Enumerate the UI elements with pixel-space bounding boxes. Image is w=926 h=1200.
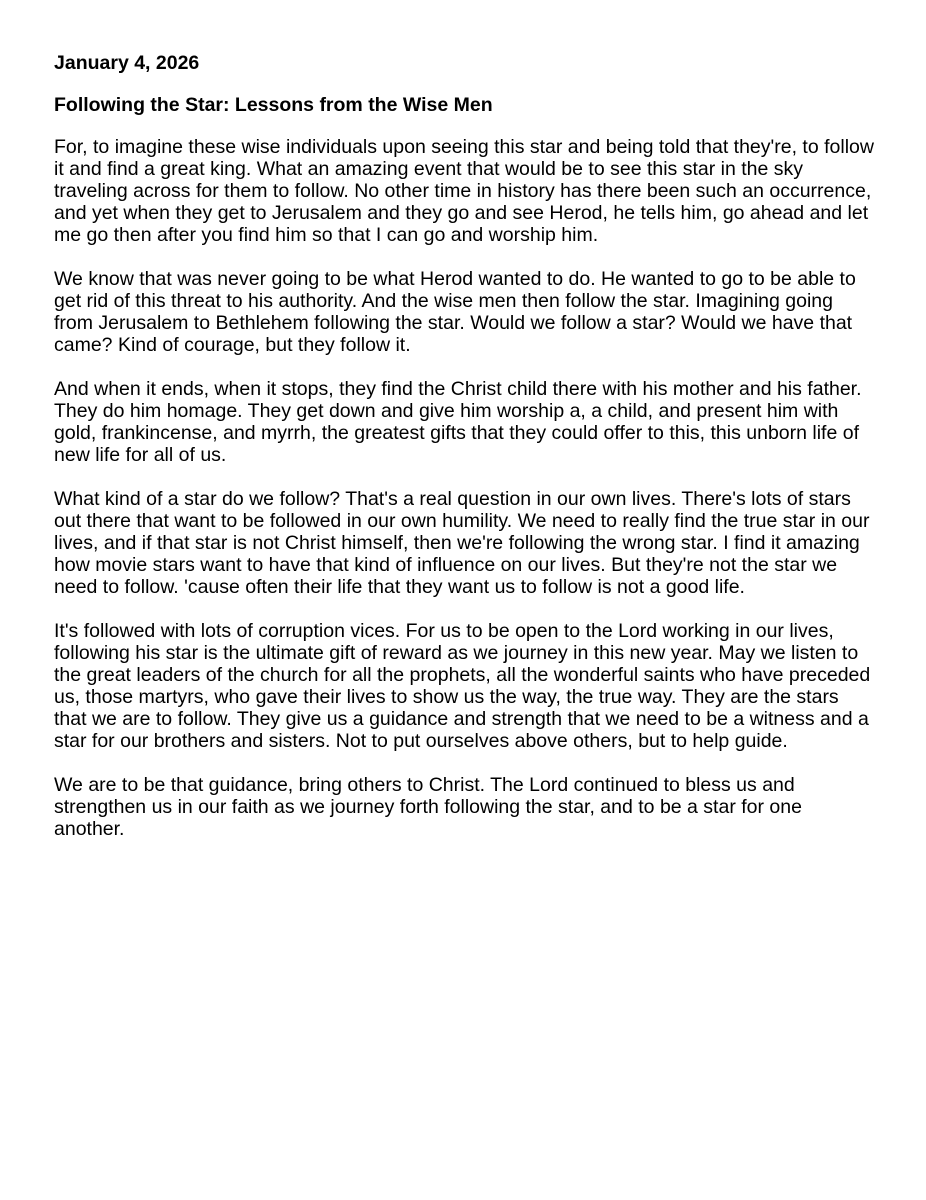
document-date: January 4, 2026: [54, 52, 200, 74]
paragraph-2: We know that was never going to be what Herod wanted to do. He wanted to go to be able to get rid of this threat to his authority. And the wise men then follow the star. Imagining going from Jerusalem to Bethlehem following the star. Would we follow a star? Would we have that came? Kind of courage, but they follow it.: [54, 268, 856, 356]
paragraph-1: For, to imagine these wise individuals upon seeing this star and being told that they're, to follow it and find a great king. What an amazing event that would be to see this star in the sky traveling across for them to follow. No other time in history has there been such an occurrence, and yet when they get to Jerusalem and they go and see Herod, he tells him, go ahead and let me go then after you find him so that I can go and worship him.: [54, 136, 874, 246]
paragraph-4: What kind of a star do we follow? That's a real question in our own lives. There's lots of stars out there that want to be followed in our own humility. We need to really find the true star in our lives, and if that star is not Christ himself, then we're following the wrong star. I find it amazing how movie stars want to have that kind of influence on our lives. But they're not the star we need to follow. 'cause often their life that they want us to follow is not a good life.: [54, 488, 870, 598]
document-title: Following the Star: Lessons from the Wise Men: [54, 94, 493, 116]
paragraph-3: And when it ends, when it stops, they find the Christ child there with his mother and his father. They do him homage. They get down and give him worship a, a child, and present him with gold, frankincense, and myrrh, the greatest gifts that they could offer to this, this unborn life of new life for all of us.: [54, 378, 862, 466]
paragraph-6: We are to be that guidance, bring others to Christ. The Lord continued to bless us and strengthen us in our faith as we journey forth following the star, and to be a star for one another.: [54, 774, 802, 840]
paragraph-5: It's followed with lots of corruption vices. For us to be open to the Lord working in our lives, following his star is the ultimate gift of reward as we journey in this new year. May we listen to the great leaders of the church for all the prophets, all the wonderful saints who have preceded us, those martyrs, who gave their lives to show us the way, the true way. They are the stars that we are to follow. They give us a guidance and strength that we need to be a witness and a star for our brothers and sisters. Not to put ourselves above others, but to help guide.: [54, 620, 871, 752]
document-body: [54, 50, 874, 862]
